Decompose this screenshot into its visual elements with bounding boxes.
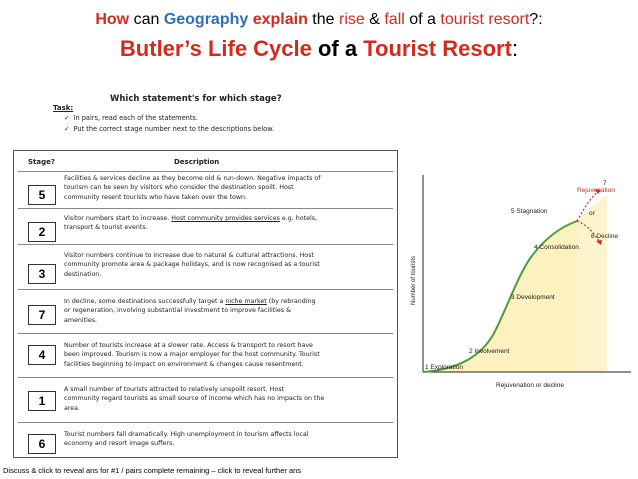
desc-line — [64, 297, 389, 306]
stage-label-decline: 6 Decline — [591, 233, 619, 240]
desc-line: Visitor numbers continue to increase due to natural & cultural attractions. Host — [64, 252, 314, 259]
stage-answer-box[interactable]: 4 — [28, 345, 56, 365]
col-header-stage: Stage? — [28, 158, 55, 166]
table-divider — [18, 289, 393, 290]
title2-of-a: of a — [311, 36, 364, 61]
title-explain: explain — [248, 11, 308, 28]
row-description — [64, 251, 389, 279]
title-fall: fall — [384, 11, 405, 28]
butler-model-diagram — [401, 165, 635, 397]
desc-line: Tourist numbers fall dramatically. High unemployment in tourism affects local — [64, 431, 309, 438]
desc-line: community promote area & package holidays, and is now recognised as a tourist — [64, 261, 320, 269]
rejuvenation-label: Rejuvenation — [577, 187, 615, 194]
stage-answer-box[interactable]: 6 — [28, 434, 56, 454]
desc-text: Visitor numbers start to increase. — [64, 215, 172, 222]
stage-label-7: 7 — [603, 180, 607, 187]
desc-text: (by rebranding — [266, 298, 316, 305]
stage-label-exploration: 1 Exploration — [425, 364, 463, 371]
desc-line: economy and resort image suffers. — [64, 440, 175, 448]
slide-question-title — [0, 11, 638, 29]
desc-underlined-text: Host community provides services — [171, 215, 280, 222]
title2-colon: : — [511, 36, 519, 61]
worksheet-heading: Which statement's for which stage? — [110, 94, 282, 104]
stage-answer-box[interactable]: 5 — [28, 185, 56, 205]
x-axis-label: Rejuvenation or decline — [496, 382, 564, 389]
title-butler: Butler’s Life Cycle — [119, 36, 312, 61]
desc-line: facilities beginning to impact on environment & changes cause resentment. — [64, 360, 304, 368]
desc-underlined-text: niche market — [225, 298, 267, 305]
table-divider — [18, 333, 393, 334]
slide-footer-instruction: Discuss & click to reveal ans for #1 / pairs complete remaining – click to reveal further ans — [3, 466, 302, 475]
stage-label-involvement: 2 Involvement — [469, 348, 510, 355]
row-description — [64, 297, 389, 325]
stage-label-consolidation: 4 Consolidation — [534, 244, 579, 251]
row-description — [64, 174, 389, 202]
task-item-text: Put the correct stage number next to the descriptions below. — [73, 125, 275, 133]
row-description — [64, 341, 389, 369]
title-how: How — [95, 11, 130, 28]
desc-line: Facilities & services decline as they become old & run-down. Negative impacts of — [64, 175, 321, 182]
check-icon: ✓ — [64, 114, 70, 122]
or-label: or — [589, 210, 595, 217]
title-geography: Geography — [163, 11, 249, 28]
desc-line: A small number of tourists attracted to relatively unspoilt resort. Host — [64, 386, 284, 393]
desc-line: community resent tourists who have taken over the town. — [64, 193, 248, 201]
row-description — [64, 430, 389, 449]
stage-description-table — [13, 150, 398, 458]
desc-line — [64, 214, 389, 223]
stage-answer-box[interactable]: 7 — [28, 305, 56, 325]
row-description — [64, 385, 389, 413]
stage-answer-box[interactable]: 3 — [28, 264, 56, 284]
title-rise: rise — [339, 11, 365, 28]
title-amp: & — [364, 11, 385, 28]
desc-text: In decline, some destinations successfully target a — [64, 298, 226, 305]
title-of-a: of a — [404, 11, 441, 28]
desc-line: amenities. — [64, 316, 97, 324]
table-divider — [18, 208, 393, 209]
desc-line: or regeneration, involving substantial investment to improve facilities & — [64, 307, 291, 315]
stage-answer-box[interactable]: 1 — [28, 391, 56, 411]
table-divider — [18, 377, 393, 378]
table-divider — [18, 244, 393, 245]
desc-line: area. — [64, 404, 81, 412]
y-axis-label: Number of tourists — [411, 255, 417, 305]
check-icon: ✓ — [64, 125, 70, 133]
task-item-text: In pairs, read each of the statements. — [73, 114, 198, 122]
title2-tourist-resort: Tourist Resort — [363, 36, 512, 61]
table-divider — [18, 171, 393, 172]
slide-main-title — [0, 36, 638, 62]
stage-label-development: 3 Development — [511, 294, 555, 301]
desc-line: tourism can be seen by visitors who consider the destination spoilt. Host — [64, 184, 294, 192]
task-label-text: Task: — [53, 104, 74, 112]
desc-line: destination. — [64, 270, 102, 278]
row-description — [64, 214, 389, 233]
desc-line: transport & tourist events. — [64, 224, 148, 232]
stage-label-stagnation: 5 Stagnation — [511, 208, 548, 215]
title-the: the — [307, 11, 339, 28]
graph-area-fill-right — [577, 195, 607, 372]
task-item — [64, 125, 274, 133]
desc-line: been improved. Tourism is now a major employer for the host community. Tourist — [64, 351, 320, 359]
title-can: can — [129, 11, 164, 28]
col-header-description: Description — [174, 158, 220, 166]
stage-answer-box[interactable]: 2 — [28, 222, 56, 242]
task-label — [53, 104, 73, 112]
title-tourist-resort: tourist resort — [440, 11, 530, 28]
desc-text: e.g. hotels, — [279, 215, 317, 222]
table-divider — [18, 422, 393, 423]
desc-line: Number of tourists increase at a slower rate. Access & transport to resort have — [64, 342, 313, 349]
desc-line: community regard tourists as small source of income which has no impacts on the — [64, 395, 325, 403]
title-end: ?: — [529, 11, 543, 28]
task-item — [64, 114, 198, 122]
